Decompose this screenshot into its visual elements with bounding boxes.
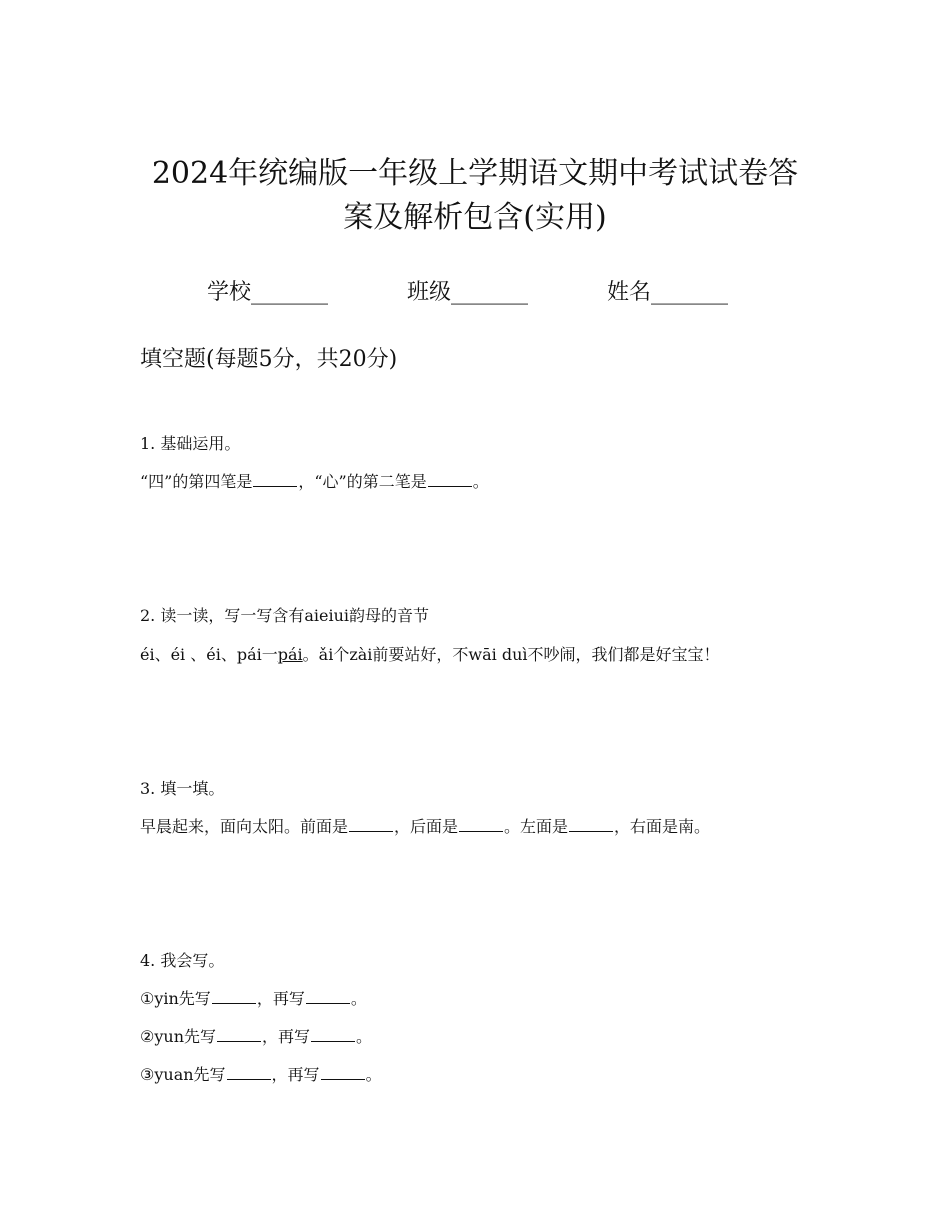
q4-item-2-end: 。 [356,1027,373,1046]
q4-item-3-prefix: ③yuan先写 [140,1065,226,1084]
question-4-item-2 [140,1025,372,1049]
q2-underlined-word: pái [277,645,303,664]
answer-blank [459,815,503,832]
answer-blank [217,1025,261,1042]
q3-text-1: 早晨起来，面向太阳。前面是 [140,817,349,836]
q4-item-2-prefix: ②yun先写 [140,1027,216,1046]
q1-text-1: “四”的第四笔是 [140,472,253,491]
question-4-item-1 [140,987,367,1011]
section-title: 填空题(每题5分，共20分) [140,347,398,372]
q4-item-3-mid: ，再写 [271,1065,320,1084]
q4-item-3-end: 。 [365,1065,382,1084]
answer-blank [349,815,393,832]
name-field: 姓名_______ [607,280,729,305]
answer-blank [306,987,350,1004]
answer-blank [227,1063,271,1080]
question-1-heading: 1. 基础运用。 [140,434,241,453]
q4-item-1-prefix: ①yin先写 [140,989,211,1008]
document-title [100,152,850,240]
q4-item-1-mid: ，再写 [256,989,305,1008]
q4-item-1-end: 。 [350,989,367,1008]
question-2-text [140,643,810,667]
class-field: 班级_______ [407,280,529,305]
question-2-heading: 2. 读一读，写一写含有aieiui韵母的音节 [140,606,430,625]
answer-blank [253,470,297,487]
question-4-heading: 4. 我会写。 [140,951,225,970]
q2-text-after: 。ǎi个zài前要站好，不wāi duì不吵闹，我们都是好宝宝！ [302,645,720,664]
title-line-2: 案及解析包含(实用) [343,200,607,235]
answer-blank [428,470,472,487]
school-field: 学校_______ [207,280,329,305]
q1-text-3: 。 [472,472,489,491]
q2-text-before: éi、éi 、éi、pái一 [140,645,278,664]
answer-blank [321,1063,365,1080]
question-4-item-3 [140,1063,382,1087]
title-line-1: 2024年统编版一年级上学期语文期中考试试卷答 [151,156,799,191]
answer-blank [212,987,256,1004]
answer-blank [569,815,613,832]
answer-blank [311,1025,355,1042]
question-3-heading: 3. 填一填。 [140,779,225,798]
q4-item-2-mid: ，再写 [262,1027,311,1046]
q3-text-2: ，后面是 [394,817,459,836]
question-1-line [140,470,489,494]
q1-text-2: ，“心”的第二笔是 [298,472,427,491]
q3-text-4: ，右面是南。 [614,817,711,836]
question-3-line [140,815,710,839]
q3-text-3: 。左面是 [504,817,569,836]
